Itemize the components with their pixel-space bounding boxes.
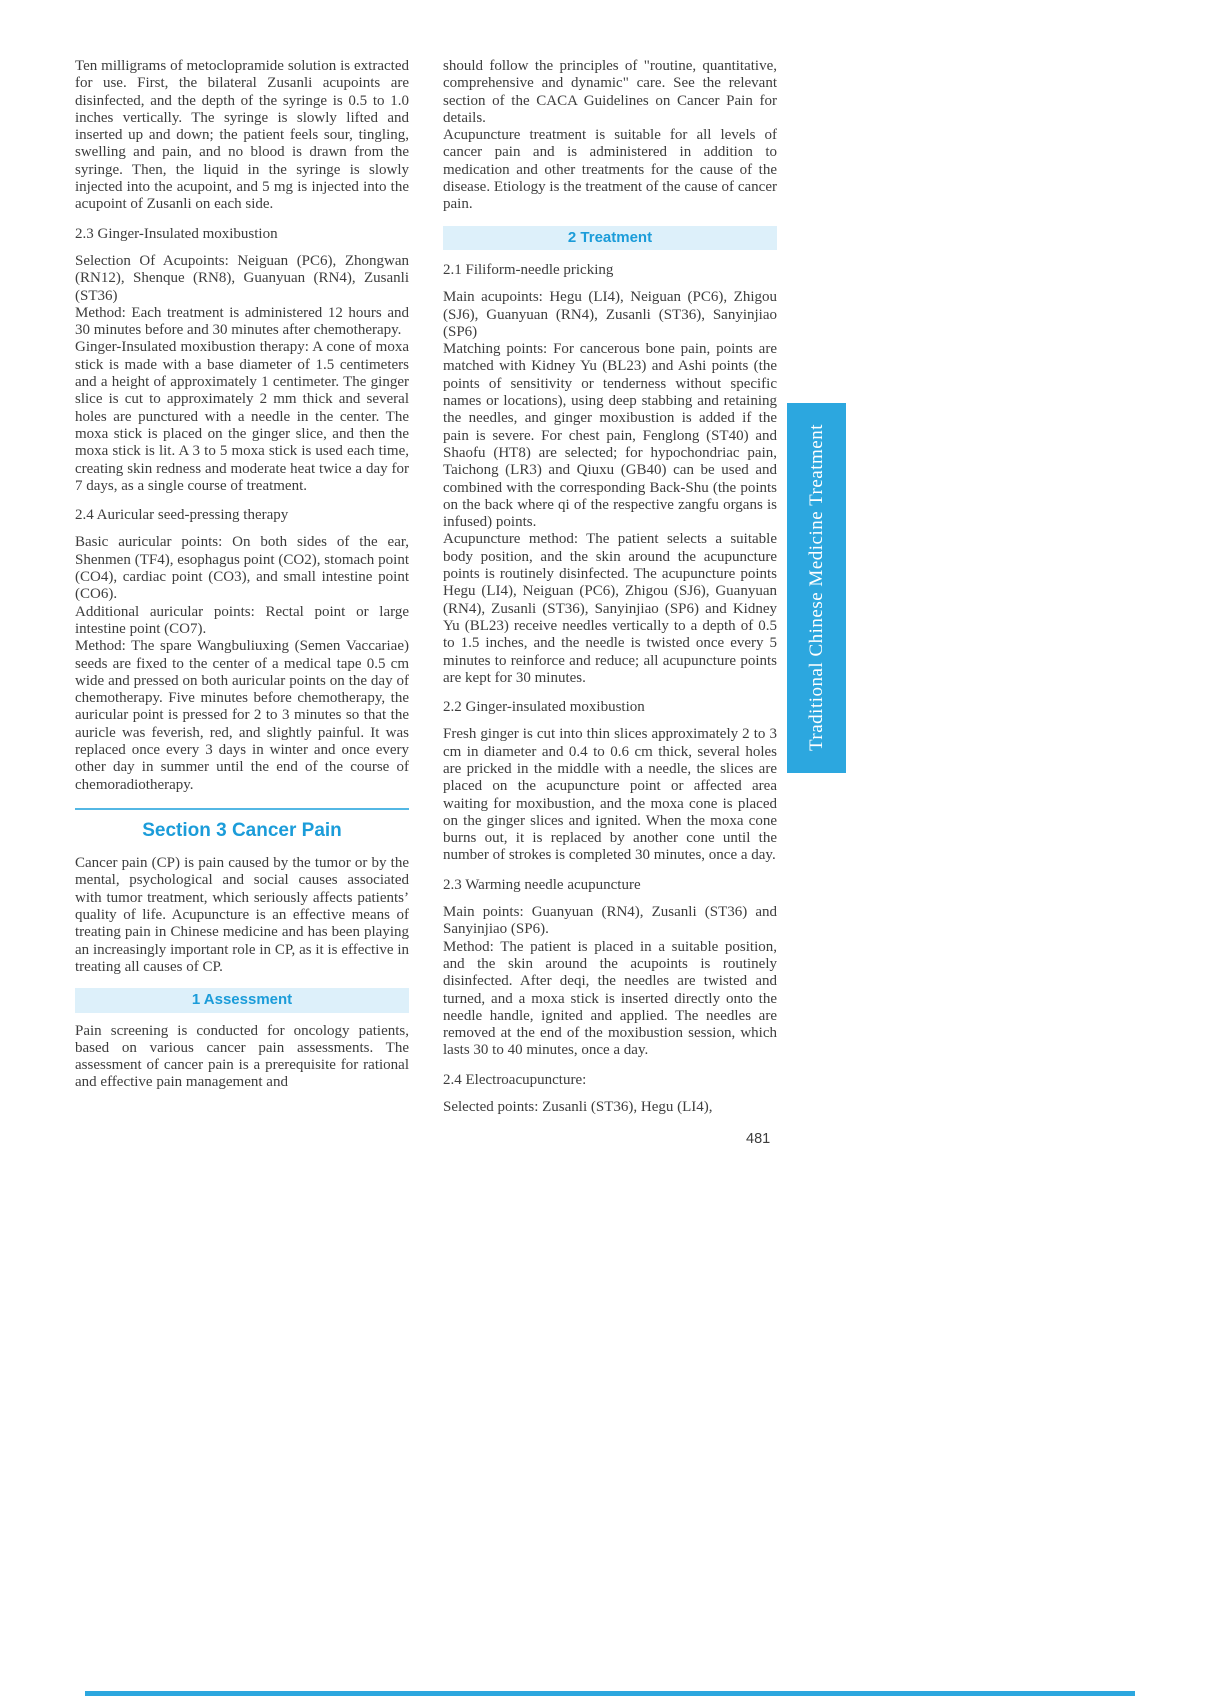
left-column	[75, 58, 409, 1102]
paragraph-cancer-pain-intro: Cancer pain (CP) is pain caused by the tumor or by the mental, psychological and social causes associated with tumor treatment, which seriously affects patients’ quality of life. Acupuncture is an effective means of treating pain in Chinese medicine and has been playing an increasingly important role in CP, as it is effective in treating all causes of CP.	[75, 855, 409, 975]
paragraph-matching-points: Matching points: For cancerous bone pain, points are matched with Kidney Yu (BL23) and Ashi points (the points of sensitivity or tenderness without specific names or locations), using deep stabbing and retaining the needles, and ginger moxibustion is added if the pain is severe. For chest pain, Fenglong (ST40) and Shaofu (HT8) are selected; for hypochondriac pain, Taichong (LR3) and Qiuxu (GB40) can be used and combined with the corresponding Back-Shu (the points on the back where qi of the respective zangfu organs is infused) points.	[443, 341, 777, 531]
section-divider-rule	[75, 808, 409, 810]
subsection-heading-warming-needle: 2.3 Warming needle acupuncture	[443, 876, 641, 893]
paragraph-acupoint-selection: Selection Of Acupoints: Neiguan (PC6), Zhongwan (RN12), Shenque (RN8), Guanyuan (RN4), Zusanli (ST36)	[75, 252, 409, 304]
subsection-heading-ginger-insulated: 2.3 Ginger-Insulated moxibustion	[75, 225, 278, 242]
paragraph-acupuncture-method: Acupuncture method: The patient selects a suitable body position, and the skin around the acupuncture points is routinely disinfected. The acupuncture points Hegu (LI4), Neiguan (PC6), Zhigou (SJ6), Guanyuan (RN4), Zusanli (ST36), Sanyinjiao (SP6) and Kidney Yu (BL23) receive needles vertically to a depth of 0.5 to 1.5 inches, and the needle is twisted once every 5 minutes to reinforce and reduce; all acupuncture points are kept for 30 minutes.	[443, 531, 777, 686]
subsection-heading-electroacupuncture: 2.4 Electroacupuncture:	[443, 1071, 587, 1088]
subsection-heading-auricular: 2.4 Auricular seed-pressing therapy	[75, 507, 289, 524]
section-title-cancer-pain: Section 3 Cancer Pain	[142, 819, 342, 841]
paragraph-metoclopramide: Ten milligrams of metoclopramide solution is extracted for use. First, the bilateral Zusanli acupoints are disinfected, and the depth of the syringe is 0.5 to 1.0 inches vertically. The syringe is slowly lifted and inserted up and down; the patient feels sour, tingling, swelling and pain, and no blood is drawn from the syringe. Then, the liquid in the syringe is slowly injected into the acupoint, and 5 mg is injected into the acupoint of Zusanli on each side.	[75, 58, 409, 213]
paragraph-group-warming	[443, 904, 777, 1060]
paragraph-group-ginger	[75, 253, 409, 495]
page-number: 481	[746, 1131, 771, 1147]
paragraph-group-principles	[443, 58, 777, 214]
paragraph-seed-method: Method: The spare Wangbuliuxing (Semen Vaccariae) seeds are fixed to the center of a medical tape 0.5 cm wide and pressed on both auricular points on the day of chemotherapy. Five minutes before chemotherapy, the auricular point is pressed for 2 to 3 minutes so that the auricle was feverish, red, and slightly painful. It was replaced once every 3 days in winter and once every other day in summer until the end of the course of chemoradiotherapy.	[75, 638, 409, 793]
chapter-side-tab	[787, 403, 846, 773]
paragraph-acupuncture-suitable: Acupuncture treatment is suitable for all levels of cancer pain and is administered in addition to medication and other treatments for the cause of the disease. Etiology is the treatment of the cause of cancer pain.	[443, 127, 777, 213]
right-column	[443, 58, 777, 1126]
heading-band-treatment: 2 Treatment	[443, 226, 777, 250]
heading-band-assessment: 1 Assessment	[75, 988, 409, 1012]
paragraph-care-principles: should follow the principles of "routine, quantitative, comprehensive and dynamic" care. See the relevant section of the CACA Guidelines on Cancer Pain for details.	[443, 58, 777, 126]
paragraph-treatment-timing: Method: Each treatment is administered 12 hours and 30 minutes before and 30 minutes after chemotherapy.	[75, 304, 409, 339]
paragraph-main-points-warming: Main points: Guanyuan (RN4), Zusanli (ST36) and Sanyinjiao (SP6).	[443, 904, 777, 938]
paragraph-basic-auricular-points: Basic auricular points: On both sides of the ear, Shenmen (TF4), esophagus point (CO2), stomach point (CO4), cardiac point (CO3), and small intestine point (CO6).	[75, 534, 409, 603]
paragraph-main-acupoints: Main acupoints: Hegu (LI4), Neiguan (PC6), Zhigou (SJ6), Guanyuan (RN4), Zusanli (ST36), Sanyinjiao (SP6)	[443, 289, 777, 340]
chapter-side-tab-label: Traditional Chinese Medicine Treatment	[805, 424, 827, 752]
paragraph-pain-screening: Pain screening is conducted for oncology patients, based on various cancer pain assessments. The assessment of cancer pain is a prerequisite for rational and effective pain management and	[75, 1022, 409, 1091]
paragraph-group-filiform	[443, 289, 777, 687]
paragraph-fresh-ginger: Fresh ginger is cut into thin slices approximately 2 to 3 cm in diameter and 0.4 to 0.6 cm thick, several holes are pricked in the middle with a needle, the slices are placed on the acupuncture point or affected area waiting for moxibustion, and the moxa cone is placed on the ginger slices and ignited. When the moxa cone burns out, it is replaced by another cone until the number of strokes is completed 30 minutes, once a day.	[443, 726, 777, 864]
paragraph-method-warming: Method: The patient is placed in a suitable position, and the skin around the acupoints is routinely disinfected. After deqi, the needles are twisted and turned, and a moxa stick is inserted directly onto the needle handle, ignited and applied. The needles are removed at the end of the moxibustion session, which lasts 30 to 40 minutes, once a day.	[443, 938, 777, 1059]
paragraph-additional-auricular-points: Additional auricular points: Rectal point or large intestine point (CO7).	[75, 603, 409, 637]
subsection-heading-filiform: 2.1 Filiform-needle pricking	[443, 261, 614, 278]
paragraph-selected-points: Selected points: Zusanli (ST36), Hegu (LI4),	[443, 1099, 713, 1116]
paragraph-ginger-therapy: Ginger-Insulated moxibustion therapy: A cone of moxa stick is made with a base diameter of 1.5 centimeters and a height of approximately 1 centimeter. The ginger slice is cut to approximately 2 mm thick and several holes are punctured with a needle in the center. The moxa stick is placed on the ginger slice, and then the moxa stick is lit. A 3 to 5 moxa stick is used each time, creating skin redness and moderate heat twice a day for 7 days, as a single course of treatment.	[75, 339, 409, 494]
paragraph-group-auricular	[75, 534, 409, 793]
subsection-heading-ginger-insulated-right: 2.2 Ginger-insulated moxibustion	[443, 699, 645, 716]
bottom-rule	[85, 1691, 1135, 1696]
